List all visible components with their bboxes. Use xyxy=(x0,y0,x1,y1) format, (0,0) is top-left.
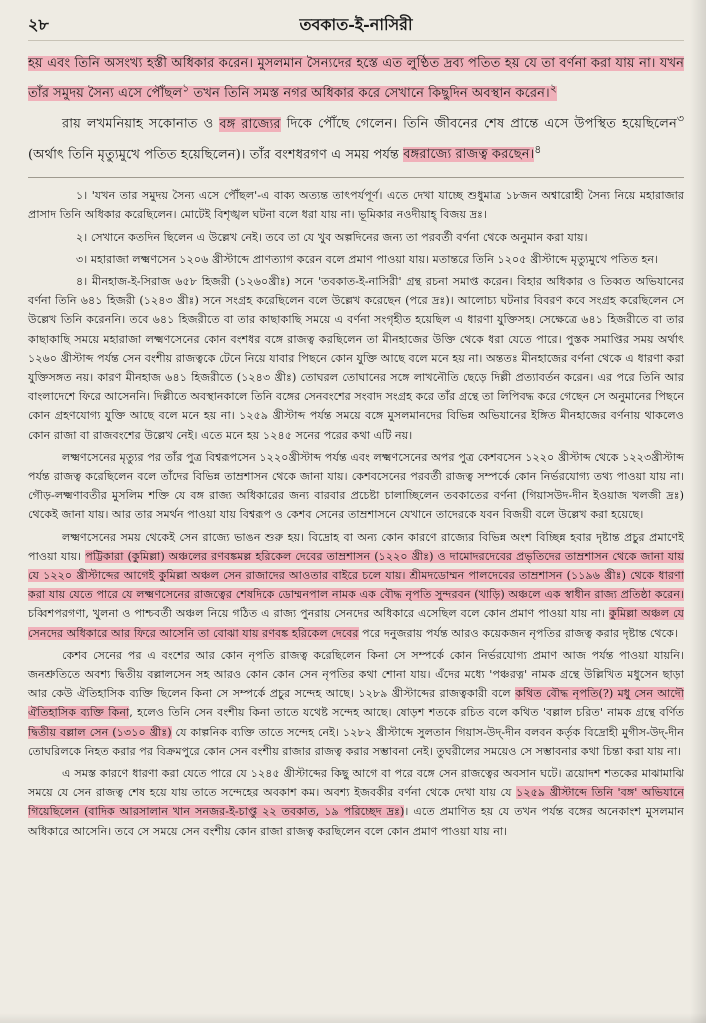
highlighted-phrase: কথিত বৌদ্ধ নৃপতি(?) মধু সেন আদৌ ঐতিহাসিক ব্যক্তি কিনা xyxy=(28,687,684,720)
body-text-run: লক্ষ্মণসেনের সময় থেকেই সেন রাজ্যে ভাঙন শুরু হয়। বিদ্রোহ বা অন্য কোন কারণে রাজ্যের বিভিন্ন অংশ বিচ্ছিন্ন হবার দৃষ্টান্ত প্রচুর প্রমাণেই পাওয়া যায়। xyxy=(28,530,684,563)
footnote-2: ২। সেখানে কতদিন ছিলেন এ উল্লেখ নেই। তবে তা যে খুব অল্পদিনের জন্য তা পরবর্তী বর্ণনা থেকে অনুমান করা যায়। xyxy=(76,230,588,244)
footnote-ref-4: ৪ xyxy=(534,142,542,156)
footnote-ref-3: ৩ xyxy=(676,112,684,126)
highlighted-phrase: কুমিল্লা অঞ্চল যে সেনদের অধিকারে আর ফিরে আসেনি তা বোঝা যায় রণবঙ্ক হরিকেল দেবের xyxy=(28,607,684,640)
highlighted-phrase: দ্বিতীয় বল্লাল সেন (১৩১০ খ্রীঃ) xyxy=(28,725,172,739)
footnote-1: ১। 'যখন তার সমুদয় সৈন্য এসে পৌঁছল'-এ বাক্য অত্যন্ত তাৎপর্যপূর্ণ। এতে দেখা যাচ্ছে শুধুমাত্র ১৮জন অশ্বারোহী সৈন্য নিয়ে মহারাজার প্রাসাদ তিনি অধিকার করেছিলেন। মোটেই বিশৃঙ্খল ঘটনা বলে ধরা যায় না। ভূমিকার নওদীয়াহ্ বিজয় দ্রঃ। xyxy=(28,189,684,222)
body-text-run: কেশব সেনের পর এ বংশের আর কোন নৃপতি রাজত্ব করেছিলেন কিনা সে সম্পর্কে কোন নির্ভরযোগ্য প্রমাণ আজ পর্যন্ত পাওয়া যায়নি। জনশ্রুতিতে অবশ্য দ্বিতীয় বল্লালসেন সহ আরও কোন কোন সেন নৃপতির কথা শোনা যায়। এঁদের মধ্যে 'পঞ্চরত্ন' নামক গ্রন্থে উল্লিখিত মধুসেন ছাড়া আর কেউ ঐতিহাসিক ব্যক্তি ছিলেন কিনা সে সম্পর্কে প্রচুর সন্দেহ আছে। ১২৮৯ খ্রীস্টাব্দের রাজত্বকারী বলে xyxy=(28,648,684,701)
main-text-run: দিকে পৌঁছে গেলেন। তিনি জীবনের শেষ প্রান্তে এসে উপস্থিত হয়েছিলেন xyxy=(280,116,677,132)
footnote-ref-2: ২ xyxy=(549,82,557,95)
highlighted-passage xyxy=(28,56,684,101)
page-number: ২৮ xyxy=(28,15,49,34)
main-text-run: হয় এবং তিনি অসংখ্য হস্তী অধিকার করেন। মুসলমান সৈন্যদের হস্তে এত লুণ্ঠিত দ্রব্য পতিত হয় যে তা বর্ণনা করা যায় না। যখন তাঁর সমুদয় সৈন্য এসে পৌঁছল xyxy=(28,56,684,102)
highlighted-phrase: বঙ্গরাজ্যে রাজত্ব করছেন। xyxy=(403,147,535,163)
main-paragraph-1 xyxy=(28,51,684,106)
highlighted-phrase: বঙ্গ রাজ্যের xyxy=(219,116,281,132)
body-paragraph-4 xyxy=(28,764,684,841)
highlighted-phrase: ১২৫৯ খ্রীস্টাব্দে তিনি 'বঙ্গ' অভিযানে গিয়েছিলেন (বাদিক আরসালান খান সনজর-ই-চাপ্তু ২২ তবকাত, ১৯ পরিচ্ছেদ দ্রঃ) xyxy=(28,786,684,819)
main-text-run: তখন তিনি সমস্ত নগর অধিকার করে সেখানে কিছুদিন অবস্থান করেন। xyxy=(189,86,550,102)
body-text-run: , হলেও তিনি সেন বংশীয় কিনা তাতে যথেষ্ট সন্দেহ আছে। ষোড়শ শতকে রচিত বলে কথিত 'বল্লাল চরিত' নামক গ্রন্থে বর্ণিত xyxy=(129,706,684,720)
body-text-run: যে কাল্পনিক ব্যক্তি তাতে সন্দেহ নেই। ১২৮২ খ্রীস্টাব্দে সুলতান গিয়াস-উদ্-দীন বলবন কর্তৃক বিদ্রোহী মুগীস-উদ্-দীন তোঘরিলকে নিহত করার পর বিক্রমপুরে কোন সেন বংশীয় রাজার রাজত্ব করার সম্ভাবনা নেই। তুঘরীলের সময়েও সে সম্ভাবনার কথা চিন্তা করা যায় না। xyxy=(28,725,684,758)
body-paragraph-3 xyxy=(28,646,684,761)
body-text-run: এ সমস্ত কারণে ধারণা করা যেতে পারে যে ১২৪৫ খ্রীস্টাব্দের কিছু আগে বা পরে বঙ্গে সেন রাজত্বের অবসান ঘটে। ত্রয়োদশ শতকের মাঝামাঝি সময়ে যে সেন রাজত্ব শেষ হয়ে যায় তাতে সন্দেহের অবকাশ কম। অবশ্য ইজবকীর বর্ণনা থেকে দেখা যায় যে xyxy=(28,767,684,800)
footnote-ref-1: ১ xyxy=(182,82,190,95)
spine-shadow xyxy=(690,0,706,1023)
footnote-divider xyxy=(28,177,684,178)
page-bottom-shadow xyxy=(0,1013,706,1023)
body-text-run: চব্বিশপরগণা, খুলনা ও পাশ্চবর্তী অঞ্চল নিয়ে গঠিত এ রাজ্য পুনরায় সেনদের অধিকারে এসেছিল বলে কোন প্রমাণ পাওয়া যায় না। xyxy=(28,607,609,621)
footnote-4: ৪। মীনহাজ-ই-সিরাজ ৬৫৮ হিজরী (১২৬০খ্রীঃ) সনে 'তবকাত-ই-নাসিরী' গ্রন্থ রচনা সমাপ্ত করেন। বিহার অধিকার ও তিব্বত অভিযানের বর্ণনা তিনি ৬৪১ হিজরী (১২৪৩ খ্রীঃ) সনে সংগ্রহ করেছিলেন বলে উল্লেখ করেছেন (পরে দ্রঃ)। আলোচ্য ঘটনার বিবরণ কবে সংগ্রহ করেছিলেন সে উল্লেখ তিনি করেননি। তবে ৬৪১ হিজরীতে বা তার কাছাকাছি সময়ে এ বর্ণনা সংগৃহীত হয়েছিল এ ধারণা যুক্তিসহ। সেক্ষেত্রে ৬৪১ হিজরীতে বা তার কাছাকাছি সময়ে মহারাজা লক্ষ্মণসেনের কোন বংশধর বঙ্গে রাজত্ব করছিলেন তা মীনহাজের উক্তি থেকে ধরা যেতে পারে। পুস্তক সমাপ্তির সময় অর্থাৎ ১২৬০ খ্রীস্টাব্দ পর্যন্ত সেন বংশীয় রাজত্বকে টেনে নিয়ে যাবার পিছনে কোন যুক্তি আছে বলে মনে হয় না। অন্ততঃ মীনহাজের বর্ণনা থেকে এ ধারণা করা যুক্তিসঙ্গত নয়। কারণ মীনহাজ ৬৪১ হিজরীতে (১২৪৩ খ্রীঃ) তোঘরল তোঘানের সঙ্গে লাখনৌতি ছেড়ে দিল্লী প্রত্যাবর্তন করেন। এর পরে তিনি আর বাংলাদেশে ফিরে আসেননি। দিল্লীতে অবস্থানকালে তিনি বঙ্গের সেনবংশের সংবাদ সংগ্রহ করে তাঁর গ্রন্থে তা লিপিবদ্ধ করে গেছেন সে অনুমানের পিছনে কোন গ্রহণযোগ্য যুক্তি আছে বলে মনে হয় না। ১২৫৯ খ্রীস্টাব্দ পর্যন্ত সময়ে বঙ্গে মুসলমানদের বিভিন্ন অভিযানের ইঙ্গিত মীনহাজের বর্ণনায় থাকলেও কোন রাজা বা রাজবংশের উল্লেখ নেই। এতে মনে হয় ১২৪৫ সনের পরের কথা এটি নয়। xyxy=(28,274,684,442)
footnote-3: ৩। মহারাজা লক্ষ্মণসেন ১২০৬ খ্রীস্টাব্দে প্রাণত্যাগ করেন বলে প্রমাণ পাওয়া যায়। মতান্তরে তিনি ১২০৫ খ্রীস্টাব্দে মৃত্যুমুখে পতিত হন। xyxy=(76,252,659,266)
body-text-run: । এতে প্রমাণিত হয় যে তখন পর্যন্ত বঙ্গের অনেকাংশ মুসলমান অধিকারে আসেনি। তবে সে সময়ে সেন বংশীয় কোন রাজা রাজত্ব করছিলেন বলে কোন প্রমাণ পাওয়া যায় না। xyxy=(28,805,684,838)
body-paragraph-1: লক্ষ্মণসেনের মৃত্যুর পর তাঁর পুত্র বিশ্বরূপসেন ১২২০খ্রীস্টাব্দ পর্যন্ত এবং লক্ষ্মণসেনের অপর পুত্র কেশবসেন ১২২০ খ্রীস্টাব্দ থেকে ১২২৩খ্রীস্টাব্দ পর্যন্ত রাজত্ব করেছিলেন বলে তাঁদের বিভিন্ন তাম্রশাসন থেকে জানা যায়। কেশবসেনের পরবর্তী রাজত্ব সম্পর্কে কোন নির্ভরযোগ্য তথ্য পাওয়া যায় না। গৌড়-লক্ষ্মণাবতীর মুসলিম শক্তি যে বঙ্গ রাজ্য অধিকারের জন্য বারবার প্রচেষ্টা চালাচ্ছিলেন তবকাতের বর্ণনা (গিয়াসউদ-দীন ইওয়াজ খলজী দ্রঃ) থেকেই জানা যায়। আর তার সমর্থন পাওয়া যায় বিশ্বরূপ ও কেশব সেনের তাম্রশাসনে যেখানে তাদেরকে যবন বিজয়ী বলে উল্লেখ করা হয়েছে। xyxy=(28,450,685,522)
main-text-run: রায় লখমনিয়াহ সকোনাত ও xyxy=(62,116,220,132)
highlighted-passage: পট্টিকারা (কুমিল্লা) অঞ্চলের রণবঙ্কমল্ল হরিকেল দেবের তাম্রশাসন (১২২০ খ্রীঃ) ও দামোদরদেবের প্রভৃতিদের তাম্রশাসন থেকে জানা যায় যে ১২২০ খ্রীস্টাব্দের আগেই কুমিল্লা অঞ্চল সেন রাজাদের আওতার বাইরে চলে যায়। শ্রীমদডোম্মন পালদেবের তাম্রশাসন (১১৯৬ খ্রীঃ) থেকে ধারণা করা যায় যেতে পারে যে লক্ষ্মণসেনের রাজত্বের শেষদিকে ডোম্মনপাল নামক এক বৌদ্ধ নৃপতি সুন্দরবন (খাড়ি) অঞ্চলে এক স্বাধীন রাজ্য প্রতিষ্ঠা করেন। xyxy=(28,549,684,602)
book-title: তবকাত-ই-নাসিরী xyxy=(299,15,413,34)
running-header xyxy=(28,12,684,41)
body-text-run: পরে দনুজরায় পর্যন্ত আরও কয়েকজন নৃপতির রাজত্ব করার দৃষ্টান্ত থেকে। xyxy=(358,626,678,640)
main-text-run: (অর্থাৎ তিনি মৃত্যুমুখে পতিত হয়েছিলেন)। তাঁর বংশধরগণ এ সময় পর্যন্ত xyxy=(28,147,404,163)
main-paragraph-2 xyxy=(28,106,684,167)
body-paragraph-2 xyxy=(28,528,684,643)
